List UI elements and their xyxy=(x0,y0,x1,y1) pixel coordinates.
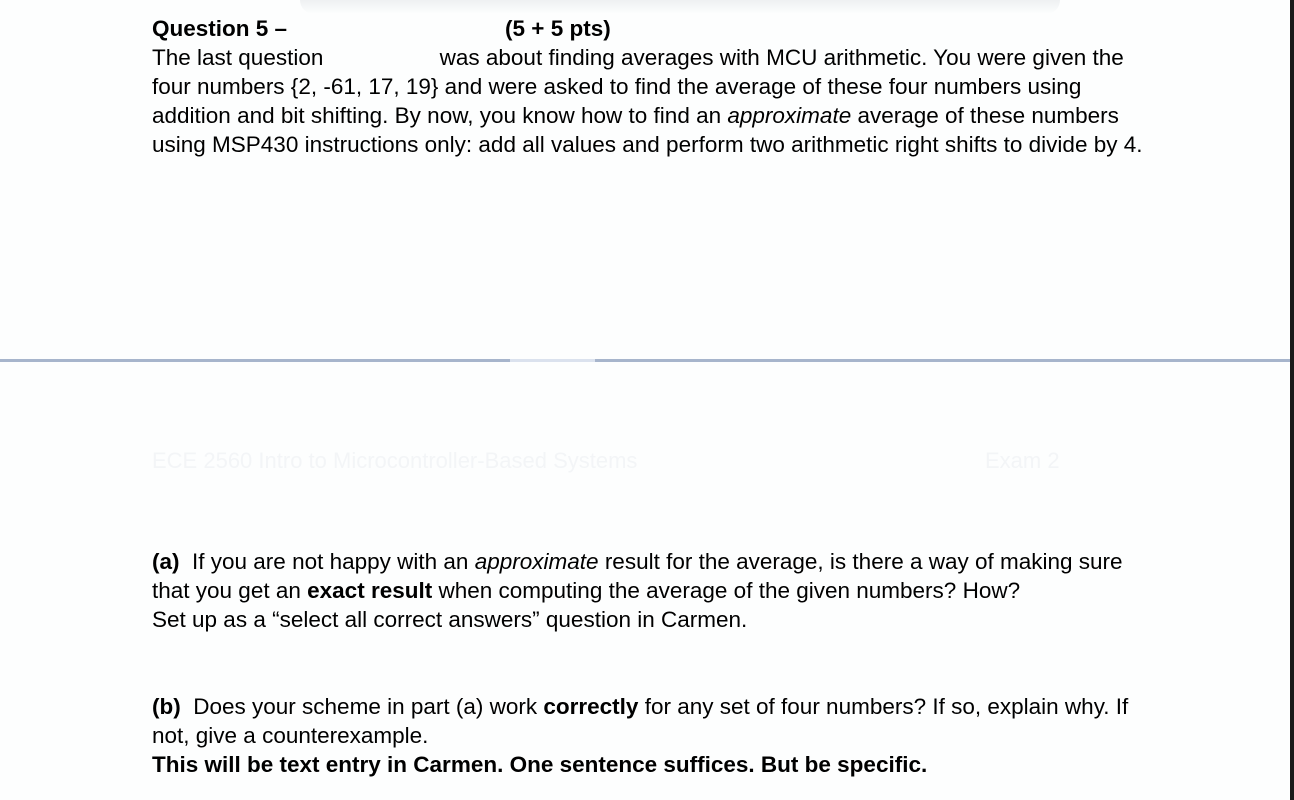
page-top-shadow xyxy=(300,0,1060,14)
page-divider xyxy=(0,359,1290,362)
question-5-header xyxy=(152,14,1152,159)
question-points: (5 + 5 pts) xyxy=(505,16,611,41)
window-edge xyxy=(1290,0,1294,800)
part-b: (b) Does your scheme in part (a) work correctly for any set of four numbers? If so, explain why. If not, give a counterexample. This will be text entry in Carmen. One sentence suffices. But be specific. xyxy=(152,692,1152,779)
question-intro: The last question was about finding averages with MCU arithmetic. You were given the four numbers {2, -61, 17, 19} and were asked to find the average of these four numbers using addition and bit shifting. By now, you know how to find an approximate average of these numbers using MSP430 instructions only: add all values and perform two arithmetic right shifts to divide by 4. xyxy=(152,45,1143,157)
question-title: Question 5 – xyxy=(152,16,288,41)
faint-exam-label: Exam 2 xyxy=(985,448,1060,473)
part-b-note: This will be text entry in Carmen. One sentence suffices. But be specific. xyxy=(152,752,928,777)
part-a: (a) If you are not happy with an approximate result for the average, is there a way of making sure that you get an exact result when computing the average of the given numbers? How? Set up as a “select all correct answers” question in Carmen. xyxy=(152,547,1152,634)
part-a-note: Set up as a “select all correct answers” question in Carmen. xyxy=(152,607,748,632)
faint-course-footer: ECE 2560 Intro to Microcontroller-Based Systems xyxy=(152,448,638,473)
